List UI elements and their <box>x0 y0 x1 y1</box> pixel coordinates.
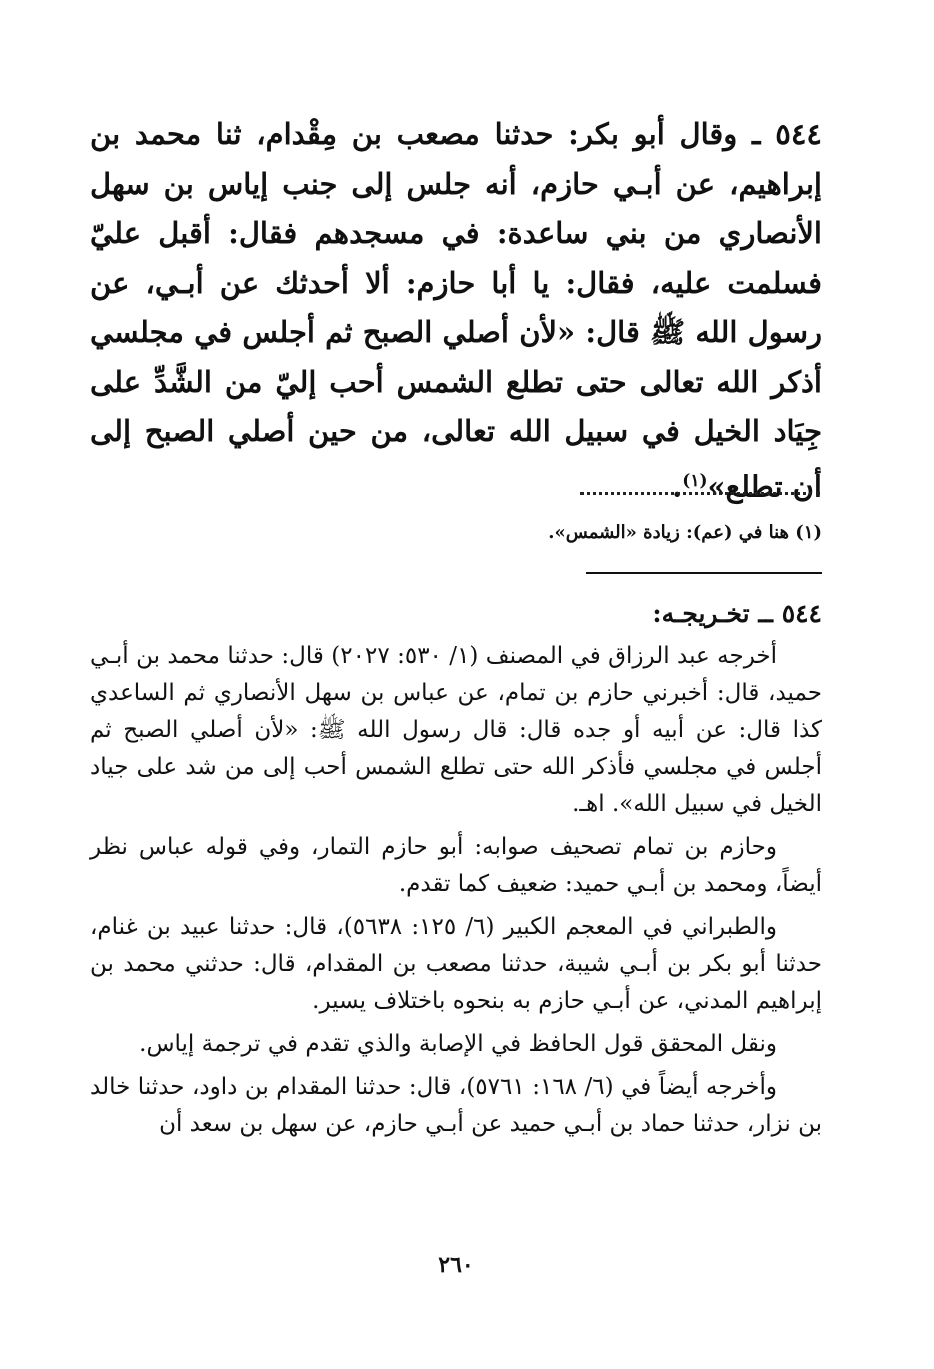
takhrij-paragraph: أخرجه عبد الرزاق في المصنف (١/ ٥٣٠: ٢٠٢٧) قال: حدثنا محمد بن أبـي حميد، قال: أخبرني حازم بن تمام، عن عباس بن سهل الأنصاري ثم الساعدي كذا قال: عن أبيه أو جده قال: قال رسول الله ﷺ: «لأن أصلي الصبح ثم أجلس في مجلسي فأذكر الله حتى تطلع الشمس أحب إلى من شد على جياد الخيل في سبيل الله». اهـ. <box>90 643 822 817</box>
hadith-text: ـ وقال أبو بكر: حدثنا مصعب بن مِقْدام، ثنا محمد بن إبراهيم، عن أبـي حازم، أنه جلس إلى جنب إياس بن سهل الأنصاري من بني ساعدة: في مسجدهم فقال: أقبل عليّ فسلمت عليه، فقال: يا أبا حازم: ألا أحدثك عن أبـي، عن رسول الله ﷺ قال: «لأن أصلي الصبح ثم أجلس في مجلسي أذكر الله تعالى حتى تطلع الشمس أحب إليّ من الشَّدِّ على جِيَاد الخيل في سبيل الله تعالى، من حين أصلي الصبح إلى أن تطلع» <box>90 117 822 504</box>
hadith-paragraph <box>90 110 822 512</box>
page-number: ٢٦٠ <box>438 1252 474 1278</box>
takhrij-paragraph: والطبراني في المعجم الكبير (٦/ ١٢٥: ٥٦٣٨)، قال: حدثنا عبيد بن غنام، حدثنا أبو بكر بن أبـي شيبة، حدثنا مصعب بن المقدام، قال: حدثني محمد بن إبراهيم المدني، عن أبـي حازم به بنحوه باختلاف يسير. <box>90 914 822 1014</box>
hadith-number: ٥٤٤ <box>775 117 822 151</box>
takhrij-section <box>90 594 822 1149</box>
takhrij-title: ٥٤٤ ــ تخـريجـه: <box>652 599 822 628</box>
takhrij-paragraph: وحازم بن تمام تصحيف صوابه: أبو حازم التمار، وفي قوله عباس نظر أيضاً، ومحمد بن أبـي حميد: ضعيف كما تقدم. <box>90 834 822 897</box>
footnote-reference: (١) <box>682 470 708 491</box>
section-divider <box>586 572 822 574</box>
hadith-end: . <box>672 469 683 504</box>
takhrij-paragraph: ونقل المحقق قول الحافظ في الإصابة والذي تقدم في ترجمة إياس. <box>139 1031 777 1057</box>
footnote-separator-dots <box>580 480 820 495</box>
footnote: (١) هنا في (عم): زيادة «الشمس». <box>548 522 822 543</box>
page <box>90 110 822 1310</box>
takhrij-paragraph: وأخرجه أيضاً في (٦/ ١٦٨: ٥٧٦١)، قال: حدثنا المقدام بن داود، حدثنا خالد بن نزار، حدثنا حماد بن أبـي حميد عن أبـي حازم، عن سهل بن سعد أن <box>90 1074 822 1137</box>
